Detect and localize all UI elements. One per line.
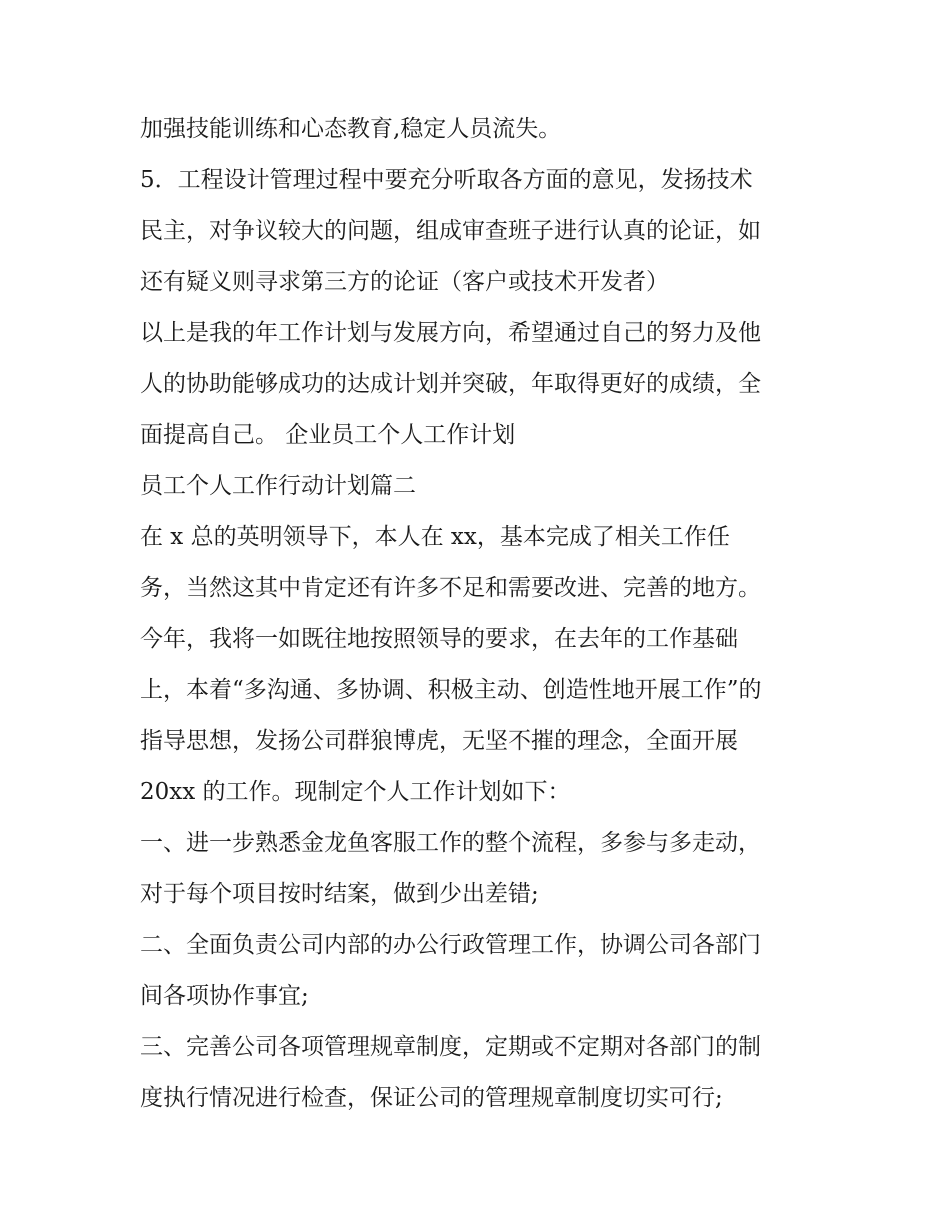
text-line: 人的协助能够成功的达成计划并突破，年取得更好的成绩，全 <box>140 371 761 397</box>
list-item-line: 度执行情况进行检查，保证公司的管理规章制度切实可行; <box>140 1085 723 1111</box>
list-item-line: 一、进一步熟悉金龙鱼客服工作的整个流程，多参与多走动， <box>140 830 761 856</box>
list-item-line: 对于每个项目按时结案，做到少出差错; <box>140 881 539 907</box>
text-line: 以上是我的年工作计划与发展方向，希望通过自己的努力及他 <box>140 320 761 346</box>
list-item-line: 二、全面负责公司内部的办公行政管理工作，协调公司各部门 <box>140 932 761 958</box>
section-heading: 员工个人工作行动计划篇二 <box>140 473 416 499</box>
text-line: 指导思想，发扬公司群狼博虎，无坚不摧的理念，全面开展 <box>140 728 738 754</box>
text-line: 加强技能训练和心态教育,稳定人员流失。 <box>140 116 562 142</box>
text-line: 面提高自己。 企业员工个人工作计划 <box>140 422 516 448</box>
text-line: 上，本着“多沟通、多协调、积极主动、创造性地开展工作”的 <box>140 677 762 703</box>
list-item-line: 间各项协作事宜; <box>140 983 309 1009</box>
text-line: 民主，对争议较大的问题，组成审查班子进行认真的论证，如 <box>140 218 761 244</box>
document-body <box>140 106 820 1126</box>
text-line: 5．工程设计管理过程中要充分听取各方面的意见，发扬技术 <box>140 167 753 193</box>
text-line: 20xx 的工作。现制定个人工作计划如下： <box>140 779 571 805</box>
text-line: 在 x 总的英明领导下，本人在 xx，基本完成了相关工作任 <box>140 524 730 550</box>
text-line: 今年，我将一如既往地按照领导的要求，在去年的工作基础 <box>140 626 738 652</box>
text-line: 还有疑义则寻求第三方的论证（客户或技术开发者） <box>140 269 669 295</box>
text-line: 务，当然这其中肯定还有许多不足和需要改进、完善的地方。 <box>140 575 761 601</box>
list-item-line: 三、完善公司各项管理规章制度，定期或不定期对各部门的制 <box>140 1034 761 1060</box>
